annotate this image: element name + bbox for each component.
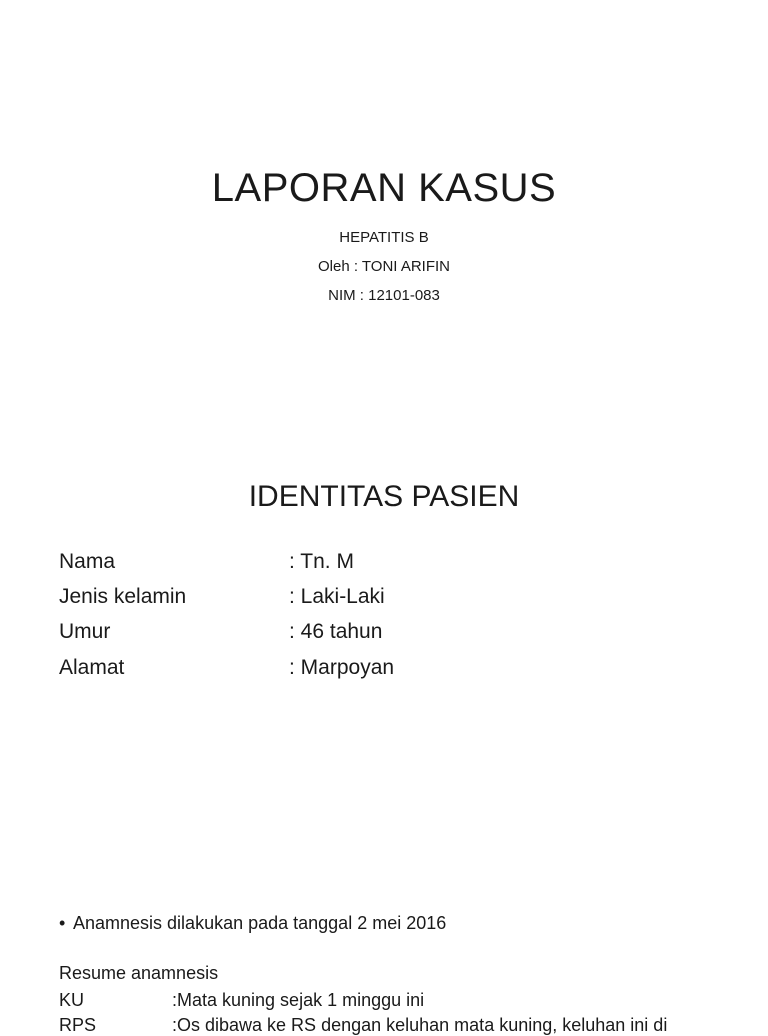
identity-row-umur xyxy=(59,620,739,650)
identity-value: : Laki-Laki xyxy=(289,585,385,608)
identity-slide xyxy=(0,432,768,864)
ku-label: KU xyxy=(59,990,85,1010)
identity-label: Nama xyxy=(59,550,116,573)
report-nim: NIM : 12101-083 xyxy=(328,287,440,304)
rps-text: :Os dibawa ke RS dengan keluhan mata kuning, keluhan ini di xyxy=(172,1015,668,1035)
ku-text: :Mata kuning sejak 1 minggu ini xyxy=(172,990,425,1010)
anamnesis-bullet xyxy=(59,913,446,934)
identity-label: Umur xyxy=(59,620,111,643)
identity-label: Jenis kelamin xyxy=(59,585,187,608)
identity-value: : Tn. M xyxy=(289,550,354,573)
identity-heading: IDENTITAS PASIEN xyxy=(248,480,520,513)
rps-row xyxy=(59,1015,668,1036)
report-title: LAPORAN KASUS xyxy=(211,166,557,210)
anamnesis-date-text: Anamnesis dilakukan pada tanggal 2 mei 2016 xyxy=(73,913,447,933)
identity-label: Alamat xyxy=(59,656,125,679)
resume-heading: Resume anamnesis xyxy=(59,963,219,983)
identity-value: : Marpoyan xyxy=(289,656,395,679)
title-slide xyxy=(0,0,768,432)
identity-row-alamat xyxy=(59,656,739,686)
identity-row-jenis-kelamin xyxy=(59,585,739,615)
ku-row xyxy=(59,990,425,1011)
report-author: Oleh : TONI ARIFIN xyxy=(318,258,450,275)
identity-row-nama xyxy=(59,550,739,580)
identity-value: : 46 tahun xyxy=(289,620,383,643)
report-topic: HEPATITIS B xyxy=(339,229,429,246)
rps-label: RPS xyxy=(59,1015,97,1035)
anamnesis-slide xyxy=(0,864,768,1035)
bullet-icon: • xyxy=(59,913,66,933)
